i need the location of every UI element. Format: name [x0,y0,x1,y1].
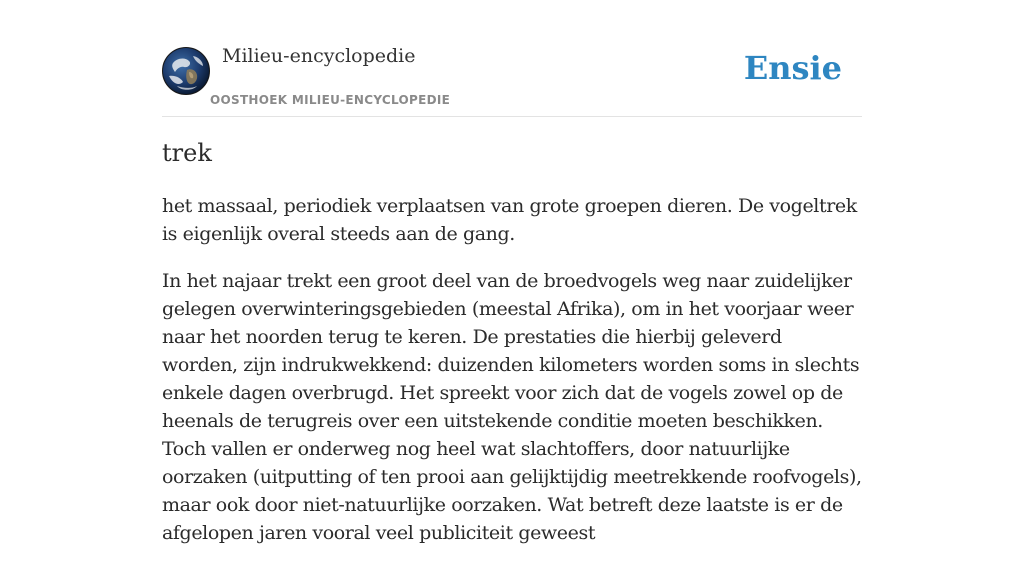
article-body [162,192,862,566]
site-subtitle[interactable]: OOSTHOEK MILIEU-ENCYCLOPEDIE [210,93,451,107]
article-title: trek [162,139,212,167]
article-paragraph: het massaal, periodiek verplaatsen van grote groepen dieren. De vogeltrek is eigenlijk overal steeds aan de gang. [162,195,857,245]
site-name[interactable]: Milieu-encyclopedie [222,45,416,67]
brand-logo[interactable]: Ensie [743,49,842,87]
site-header [162,0,862,117]
earth-globe-icon[interactable] [162,47,210,95]
article-paragraph: In het najaar trekt een groot deel van de broedvogels weg naar zuidelijker gelegen overwinteringsgebieden (meestal Afrika), om in het voorjaar weer naar het noorden terug te keren. De prestaties die hierbij geleverd worden, zijn indrukwekkend: duizenden kilometers worden soms in slechts enkele dagen overbrugd. Het spreekt voor zich dat de vogels zowel op de heenals de terugreis over een uitstekende conditie moeten beschikken. Toch vallen er onderweg nog heel wat slachtoffers, door natuurlijke oorzaken (uitputting of ten prooi aan gelijktijdig meetrekkende roofvogels), maar ook door niet-natuurlijke oorzaken. Wat betreft deze laatste is er de afgelopen jaren vooral veel publiciteit geweest [162,270,862,544]
